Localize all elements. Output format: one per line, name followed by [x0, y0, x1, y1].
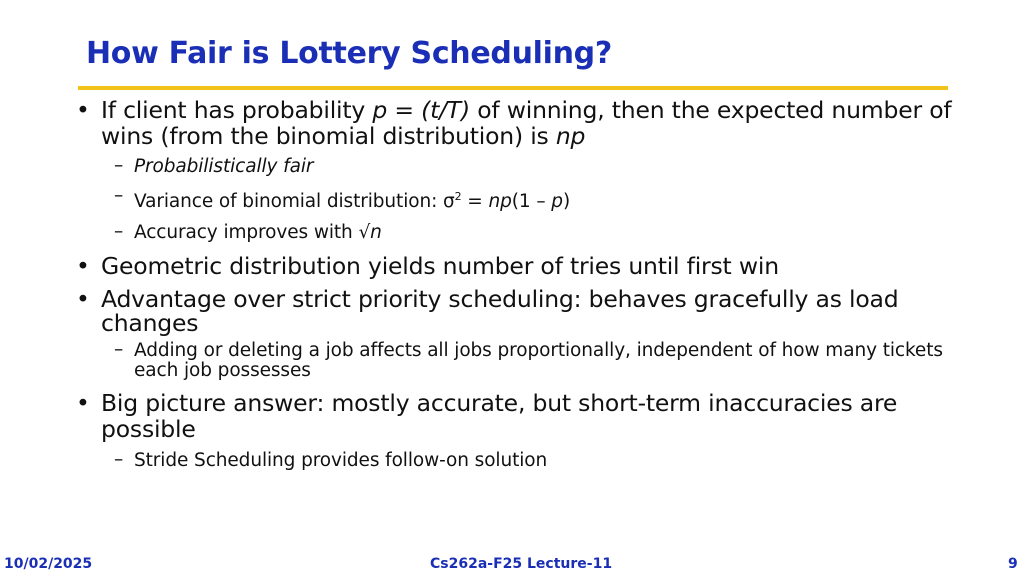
- bullet-marker: •: [76, 252, 90, 281]
- superscript: 2: [454, 190, 462, 203]
- bullet-1-sub-2: [76, 187, 966, 212]
- bullet-1-sub-1: [76, 157, 966, 177]
- footer-page-number: 9: [1008, 556, 1018, 572]
- bullet-4: [76, 390, 966, 442]
- bullet-2: [76, 253, 966, 279]
- sub-text: Accuracy improves with √: [134, 222, 371, 244]
- dash-marker: –: [114, 449, 124, 471]
- bullet-1-text-cont: of winning, then the expected number of wins (from the binomial distribution) is: [101, 96, 952, 150]
- sub-text: =: [461, 191, 489, 213]
- bullet-2-text: Geometric distribution yields number of tries until first win: [101, 252, 779, 281]
- bullet-1-sub-3: [76, 223, 966, 243]
- sub-text: Variance of binomial distribution: σ: [134, 191, 455, 213]
- bullet-1-np: np: [555, 122, 586, 150]
- bullet-marker: •: [76, 96, 90, 124]
- bullet-4-text: Big picture answer: mostly accurate, but short-term inaccuracies are possible: [101, 389, 898, 444]
- title-underline: [78, 86, 948, 90]
- sub-text: Probabilistically fair: [134, 156, 314, 177]
- bullet-3: [76, 285, 966, 338]
- bullet-marker: •: [76, 389, 90, 418]
- slide-body: [76, 97, 966, 471]
- sub-italic: p: [551, 191, 563, 213]
- dash-marker: –: [114, 155, 124, 176]
- sub-text: (1 –: [511, 191, 552, 213]
- sub-text: ): [562, 191, 571, 213]
- dash-marker: –: [114, 339, 124, 361]
- bullet-3-sub-1: [76, 341, 966, 381]
- bullet-1: [76, 97, 966, 149]
- sub-italic: np: [488, 191, 512, 213]
- sub-italic: n: [370, 222, 382, 244]
- sub-text: Adding or deleting a job affects all jobs proportionally, independent of how many tickets each job possesses: [134, 340, 943, 382]
- bullet-1-text: If client has probability: [101, 96, 373, 124]
- bullet-1-formula: p = (t/T): [372, 96, 470, 124]
- bullet-3-text: Advantage over strict priority scheduling: behaves gracefully as load changes: [101, 285, 899, 338]
- sub-text: Stride Scheduling provides follow-on solution: [134, 450, 548, 472]
- footer-course: Cs262a-F25 Lecture-11: [430, 556, 613, 572]
- bullet-marker: •: [76, 285, 90, 314]
- bullet-4-sub-1: [76, 451, 966, 471]
- dash-marker: –: [114, 221, 124, 243]
- dash-marker: –: [114, 185, 124, 206]
- footer-date: 10/02/2025: [4, 556, 93, 572]
- slide-title: How Fair is Lottery Scheduling?: [86, 36, 612, 71]
